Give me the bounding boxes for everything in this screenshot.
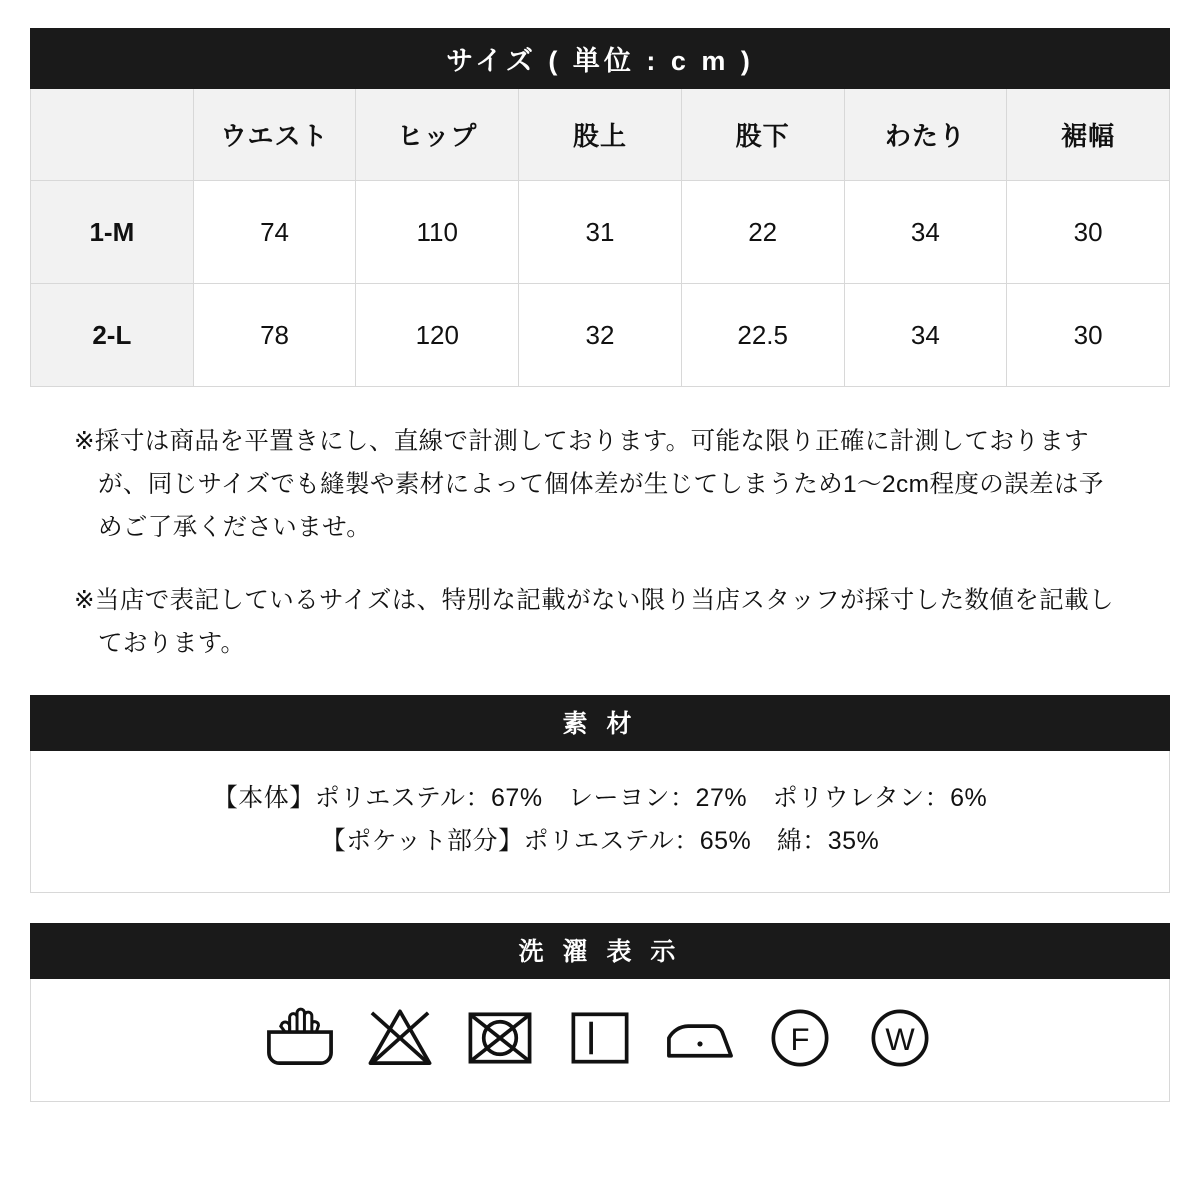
row-label-m: 1-M xyxy=(31,181,194,284)
cell-l-waist: 78 xyxy=(193,284,356,387)
hand-wash-icon xyxy=(263,1001,337,1075)
svg-text:W: W xyxy=(885,1022,915,1058)
no-tumble-dry-icon xyxy=(463,1001,537,1075)
cell-m-hem: 30 xyxy=(1007,181,1170,284)
wet-clean-w-icon xyxy=(863,1001,937,1075)
laundry-box xyxy=(30,979,1170,1102)
cell-m-hip: 110 xyxy=(356,181,519,284)
cell-m-rise: 31 xyxy=(519,181,682,284)
material-line-pocket: 【ポケット部分】ポリエステル：65% 綿：35% xyxy=(320,826,880,855)
material-box xyxy=(30,751,1170,893)
column-header-thigh: わたり xyxy=(844,89,1007,181)
table-row xyxy=(31,181,1170,284)
column-header-blank xyxy=(31,89,194,181)
size-table xyxy=(30,28,1170,387)
size-table-header-row xyxy=(31,89,1170,181)
no-bleach-icon xyxy=(363,1001,437,1075)
cell-m-waist: 74 xyxy=(193,181,356,284)
row-label-l: 2-L xyxy=(31,284,194,387)
cell-l-inseam: 22.5 xyxy=(681,284,844,387)
laundry-header: 洗 濯 表 示 xyxy=(30,923,1170,979)
material-line-body: 【本体】ポリエステル：67% レーヨン：27% ポリウレタン：6% xyxy=(212,784,988,813)
table-row xyxy=(31,284,1170,387)
cell-m-thigh: 34 xyxy=(844,181,1007,284)
drip-dry-line-icon xyxy=(563,1001,637,1075)
measurement-notes xyxy=(30,421,1170,665)
cell-l-hem: 30 xyxy=(1007,284,1170,387)
column-header-hip: ヒップ xyxy=(356,89,519,181)
iron-low-icon xyxy=(663,1001,737,1075)
size-table-title: サイズ ( 単位 : c m ) xyxy=(31,29,1170,89)
cell-m-inseam: 22 xyxy=(681,181,844,284)
column-header-waist: ウエスト xyxy=(193,89,356,181)
svg-text:F: F xyxy=(790,1022,810,1058)
note-measurement: ※採寸は商品を平置きにし、直線で計測しております。可能な限り正確に計測しておりますが、同じサイズでも縫製や素材によって個体差が生じてしまうため1〜2cm程度の誤差は予めご了承くださいませ。 xyxy=(74,428,1104,541)
material-section xyxy=(30,695,1170,893)
note-staff-measured: ※当店で表記しているサイズは、特別な記載がない限り当店スタッフが採寸した数値を記載しております。 xyxy=(74,586,1114,657)
cell-l-thigh: 34 xyxy=(844,284,1007,387)
column-header-hem: 裾幅 xyxy=(1007,89,1170,181)
cell-l-rise: 32 xyxy=(519,284,682,387)
laundry-section xyxy=(30,923,1170,1102)
dry-clean-f-icon xyxy=(763,1001,837,1075)
cell-l-hip: 120 xyxy=(356,284,519,387)
column-header-inseam: 股下 xyxy=(681,89,844,181)
column-header-rise: 股上 xyxy=(519,89,682,181)
material-header: 素 材 xyxy=(30,695,1170,751)
